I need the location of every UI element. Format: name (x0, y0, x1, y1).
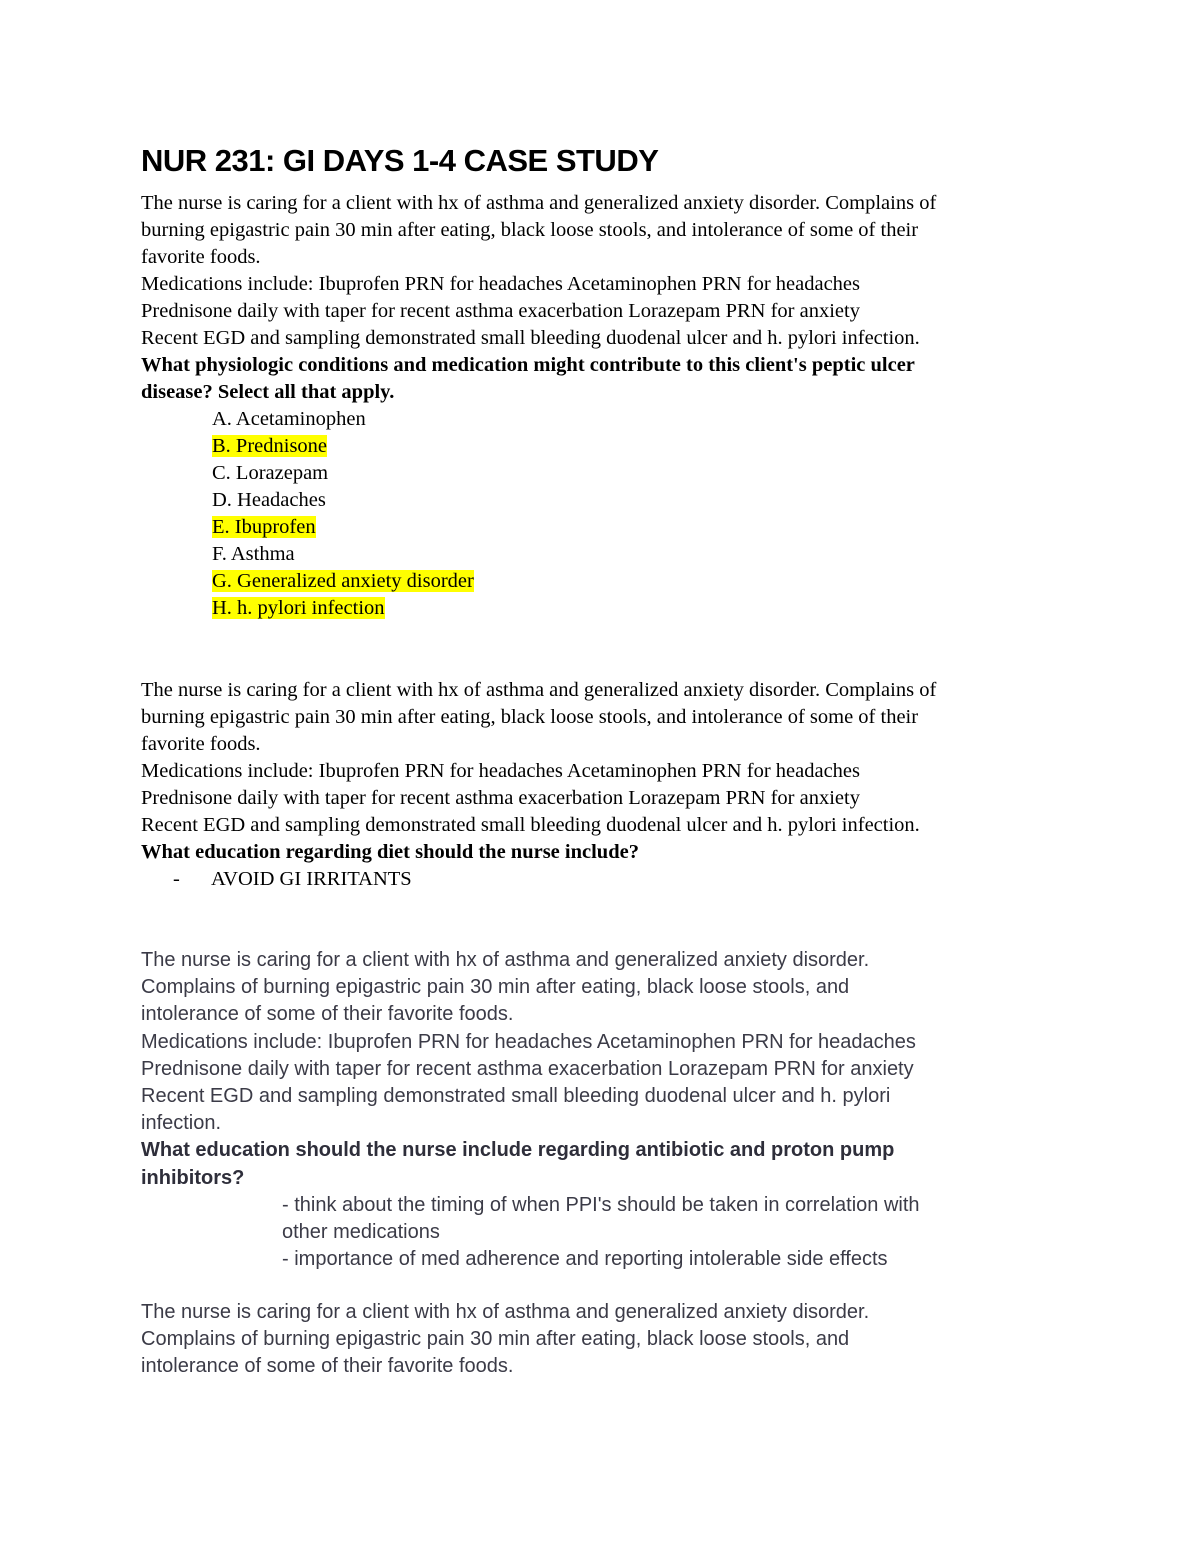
case-text-line: Complains of burning epigastric pain 30 min after eating, black loose stools, and (141, 1328, 850, 1351)
answer-option (141, 406, 936, 433)
case-study-4 (141, 1299, 869, 1381)
case-text-line: favorite foods. (141, 733, 261, 755)
answer-option (141, 514, 936, 541)
answer-option (141, 487, 936, 514)
case-text-line: Complains of burning epigastric pain 30 min after eating, black loose stools, and (141, 976, 850, 999)
document-title: NUR 231: GI DAYS 1-4 CASE STUDY (141, 143, 659, 178)
case-text-line: The nurse is caring for a client with hx of asthma and generalized anxiety disorder. Complains of (141, 679, 937, 701)
case-text-line: intolerance of some of their favorite foods. (141, 1355, 514, 1378)
case-text-line: Recent EGD and sampling demonstrated small bleeding duodenal ulcer and h. pylori infection. (141, 327, 920, 349)
case-text-line: Prednisone daily with taper for recent asthma exacerbation Lorazepam PRN for anxiety (141, 300, 860, 322)
case-text-line: burning epigastric pain 30 min after eating, black loose stools, and intolerance of some of their (141, 706, 919, 728)
question-line: inhibitors? (141, 1166, 245, 1189)
option-label-highlighted: E. Ibuprofen (212, 516, 316, 538)
case-text-line: Prednisone daily with taper for recent asthma exacerbation Lorazepam PRN for anxiety (141, 1057, 914, 1080)
question-line: What education should the nurse include regarding antibiotic and proton pump (141, 1139, 895, 1162)
option-label-highlighted: G. Generalized anxiety disorder (212, 570, 474, 592)
option-label-highlighted: H. h. pylori infection (212, 597, 385, 619)
answer-option (141, 460, 936, 487)
case-study-3 (141, 947, 920, 1273)
question-line: What physiologic conditions and medication might contribute to this client's peptic ulcer (141, 354, 915, 376)
bullet-marker: - (173, 868, 180, 890)
option-label-highlighted: B. Prednisone (212, 435, 328, 457)
case-text-line: The nurse is caring for a client with hx of asthma and generalized anxiety disorder. (141, 949, 870, 971)
case-text-line: Prednisone daily with taper for recent asthma exacerbation Lorazepam PRN for anxiety (141, 787, 860, 809)
option-label: A. Acetaminophen (212, 408, 366, 430)
question-line: disease? Select all that apply. (141, 381, 395, 403)
answer-line: - think about the timing of when PPI's should be taken in correlation with (282, 1193, 920, 1216)
case-text-line: burning epigastric pain 30 min after eating, black loose stools, and intolerance of some of their (141, 219, 919, 241)
case-text-line: The nurse is caring for a client with hx of asthma and generalized anxiety disorder. (141, 1301, 870, 1323)
case-study-1 (141, 190, 936, 622)
answer-line: other medications (282, 1221, 440, 1244)
case-text-line: infection. (141, 1112, 222, 1135)
case-text-line: intolerance of some of their favorite foods. (141, 1003, 514, 1026)
answer-option (141, 433, 936, 460)
case-study-2 (141, 677, 936, 893)
answer-bullet (141, 866, 936, 893)
question-line: What education regarding diet should the nurse include? (141, 841, 639, 863)
case-text-line: Recent EGD and sampling demonstrated small bleeding duodenal ulcer and h. pylori infection. (141, 814, 920, 836)
option-label: D. Headaches (212, 489, 326, 511)
case-text-line: The nurse is caring for a client with hx of asthma and generalized anxiety disorder. Complains of (141, 192, 937, 214)
option-label: F. Asthma (212, 543, 295, 565)
answer-option (141, 568, 936, 595)
option-label: C. Lorazepam (212, 462, 329, 484)
answer-text: AVOID GI IRRITANTS (211, 868, 412, 890)
answer-option (141, 595, 936, 622)
case-text-line: favorite foods. (141, 246, 261, 268)
case-text-line: Medications include: Ibuprofen PRN for headaches Acetaminophen PRN for headaches (141, 1030, 916, 1053)
case-text-line: Medications include: Ibuprofen PRN for headaches Acetaminophen PRN for headaches (141, 273, 860, 295)
answer-option (141, 541, 936, 568)
case-text-line: Recent EGD and sampling demonstrated small bleeding duodenal ulcer and h. pylori (141, 1085, 891, 1108)
case-text-line: Medications include: Ibuprofen PRN for headaches Acetaminophen PRN for headaches (141, 760, 860, 782)
answer-line: - importance of med adherence and reporting intolerable side effects (282, 1248, 888, 1271)
